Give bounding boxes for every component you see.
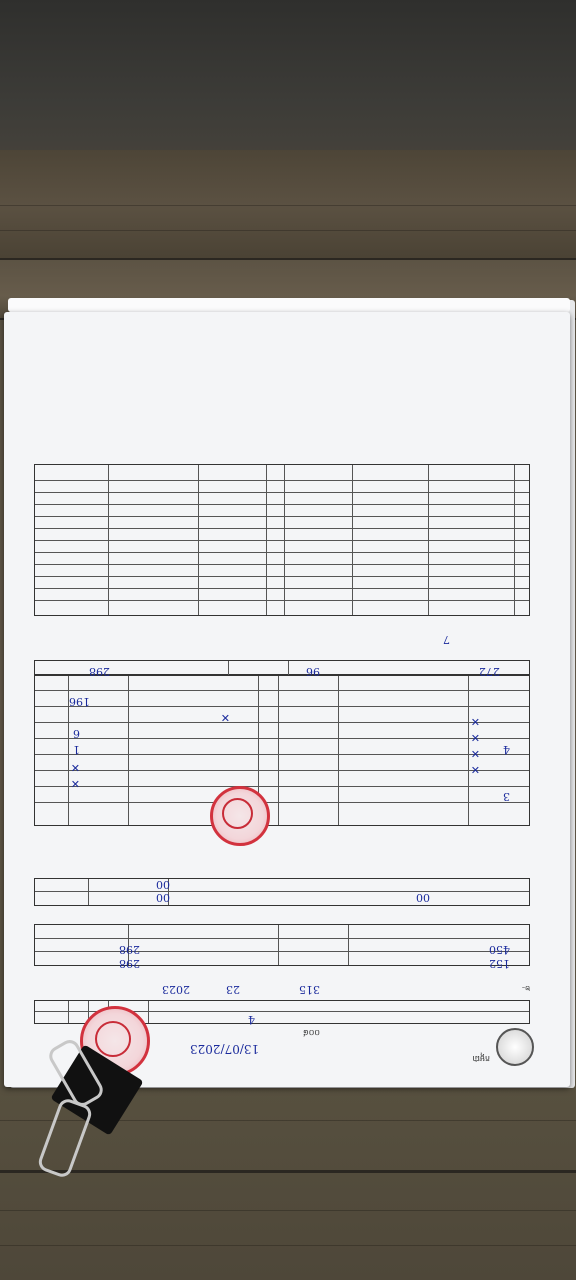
quantity-d: 298 — [119, 957, 140, 970]
total-c: 96 — [306, 665, 320, 678]
paper-edge — [8, 298, 570, 312]
quantity-c: 298 — [119, 943, 140, 956]
cross-mark: ✕ — [470, 763, 480, 776]
results-table — [34, 674, 530, 826]
summary-number-1: 4 — [248, 1013, 255, 1026]
date-day: 23 — [226, 983, 240, 996]
ministry-logo — [496, 1028, 534, 1066]
members-table — [34, 464, 530, 616]
cross-mark: ✕ — [470, 715, 480, 728]
zero-value-2: 00 — [156, 878, 170, 891]
quantity-a: 450 — [489, 943, 510, 956]
total-a: 272 — [479, 665, 500, 678]
result-count-4: 6 — [73, 727, 80, 740]
header-left-text: កម្ពុជា — [472, 1054, 490, 1063]
cross-mark: ✕ — [70, 761, 80, 774]
zero-value-3: 00 — [416, 891, 430, 904]
zero-values-table — [34, 878, 530, 906]
signature-date-line: 7 — [443, 633, 450, 646]
result-count-1: 3 — [503, 790, 510, 803]
result-count-2: 4 — [503, 743, 510, 756]
zero-value-1: 00 — [156, 891, 170, 904]
quantity-b: 152 — [489, 957, 510, 970]
date-year: 2023 — [162, 983, 190, 996]
cross-mark: ✕ — [470, 731, 480, 744]
result-total: 196 — [69, 695, 90, 708]
wood-grain — [0, 230, 576, 231]
official-stamp — [210, 786, 270, 846]
cross-mark: ✕ — [220, 711, 230, 724]
cross-mark: ✕ — [470, 747, 480, 760]
total-b: 298 — [89, 665, 110, 678]
form-content-rotated — [4, 311, 570, 1086]
form-sheet — [4, 312, 570, 1087]
ref-number: 315 — [299, 983, 320, 996]
plank-seam — [0, 1170, 576, 1173]
handwritten-date: 13/07/2023 — [190, 1042, 260, 1056]
section-2-label: ២– — [521, 984, 530, 992]
form-code: ០០៨ — [303, 1028, 320, 1037]
result-count-3: 1 — [73, 743, 80, 756]
quantities-table — [34, 924, 530, 966]
wood-grain — [0, 205, 576, 206]
wood-grain — [0, 1245, 576, 1246]
wood-grain — [0, 1210, 576, 1211]
cross-mark: ✕ — [70, 777, 80, 790]
